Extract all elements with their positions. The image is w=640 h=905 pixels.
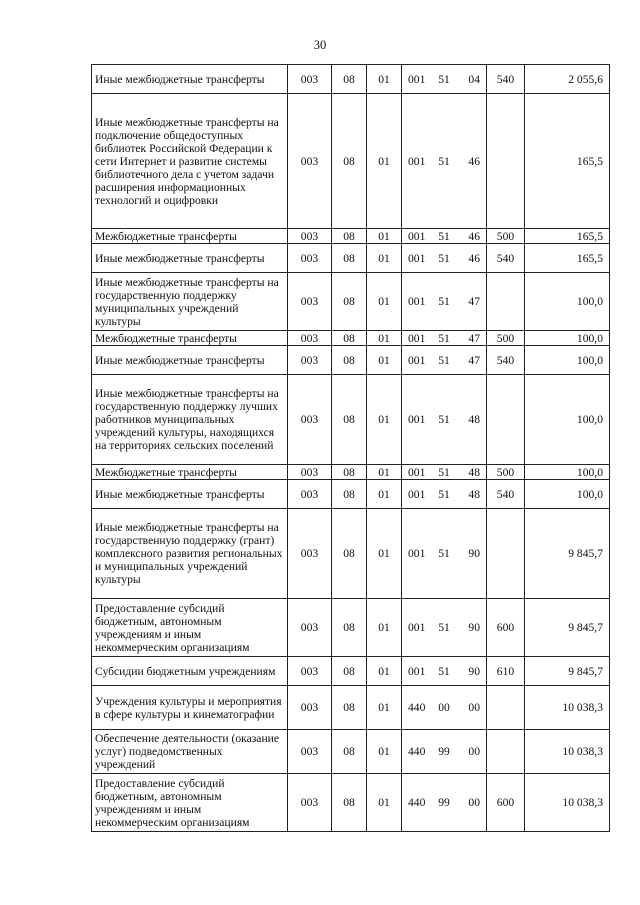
row-expense-type: 600 bbox=[487, 774, 525, 832]
row-subsection-code: 01 bbox=[367, 774, 402, 832]
row-expense-type: 500 bbox=[487, 465, 525, 480]
table-row bbox=[92, 480, 610, 509]
row-target-code-part1: 001 bbox=[402, 657, 432, 686]
row-name: Иные межбюджетные трансферты на государственную поддержку лучших работников муниципальных учреждений культуры, находящихся на территориях сельских поселений bbox=[92, 375, 288, 465]
row-target-code-part3: 00 bbox=[457, 730, 487, 774]
budget-table bbox=[91, 64, 610, 832]
row-target-code-part2: 51 bbox=[432, 480, 457, 509]
row-target-code-part1: 001 bbox=[402, 599, 432, 657]
row-expense-type: 500 bbox=[487, 331, 525, 346]
row-target-code-part3: 04 bbox=[457, 65, 487, 94]
row-section-code: 08 bbox=[332, 686, 367, 730]
row-amount: 165,5 bbox=[525, 94, 610, 229]
row-admin-code: 003 bbox=[288, 657, 332, 686]
row-subsection-code: 01 bbox=[367, 465, 402, 480]
row-target-code-part1: 001 bbox=[402, 229, 432, 244]
row-target-code-part1: 001 bbox=[402, 273, 432, 331]
row-admin-code: 003 bbox=[288, 465, 332, 480]
row-expense-type bbox=[487, 509, 525, 599]
row-expense-type bbox=[487, 375, 525, 465]
row-amount: 100,0 bbox=[525, 346, 610, 375]
row-target-code-part3: 00 bbox=[457, 686, 487, 730]
row-section-code: 08 bbox=[332, 273, 367, 331]
row-subsection-code: 01 bbox=[367, 730, 402, 774]
table-row bbox=[92, 244, 610, 273]
row-expense-type bbox=[487, 686, 525, 730]
row-target-code-part3: 47 bbox=[457, 273, 487, 331]
row-target-code-part3: 90 bbox=[457, 657, 487, 686]
row-subsection-code: 01 bbox=[367, 599, 402, 657]
row-expense-type: 610 bbox=[487, 657, 525, 686]
row-name: Межбюджетные трансферты bbox=[92, 229, 288, 244]
table-row bbox=[92, 331, 610, 346]
row-target-code-part3: 47 bbox=[457, 331, 487, 346]
row-target-code-part2: 51 bbox=[432, 599, 457, 657]
row-target-code-part1: 001 bbox=[402, 244, 432, 273]
row-name: Иные межбюджетные трансферты bbox=[92, 346, 288, 375]
row-amount: 10 038,3 bbox=[525, 774, 610, 832]
row-target-code-part3: 90 bbox=[457, 599, 487, 657]
row-admin-code: 003 bbox=[288, 65, 332, 94]
row-target-code-part2: 51 bbox=[432, 375, 457, 465]
table-body bbox=[92, 65, 610, 832]
row-amount: 100,0 bbox=[525, 465, 610, 480]
table-row bbox=[92, 465, 610, 480]
row-target-code-part1: 440 bbox=[402, 686, 432, 730]
row-amount: 100,0 bbox=[525, 375, 610, 465]
row-target-code-part3: 00 bbox=[457, 774, 487, 832]
table-row bbox=[92, 375, 610, 465]
row-target-code-part2: 51 bbox=[432, 94, 457, 229]
row-amount: 100,0 bbox=[525, 331, 610, 346]
row-name: Иные межбюджетные трансферты на государственную поддержку (грант) комплексного развития региональных и муниципальных учреждений культуры bbox=[92, 509, 288, 599]
row-expense-type: 540 bbox=[487, 480, 525, 509]
row-target-code-part2: 51 bbox=[432, 244, 457, 273]
table-row bbox=[92, 686, 610, 730]
row-admin-code: 003 bbox=[288, 94, 332, 229]
row-admin-code: 003 bbox=[288, 273, 332, 331]
row-target-code-part1: 001 bbox=[402, 465, 432, 480]
row-subsection-code: 01 bbox=[367, 686, 402, 730]
row-expense-type bbox=[487, 273, 525, 331]
row-name: Иные межбюджетные трансферты на государственную поддержку муниципальных учреждений культуры bbox=[92, 273, 288, 331]
row-section-code: 08 bbox=[332, 599, 367, 657]
row-name: Иные межбюджетные трансферты bbox=[92, 244, 288, 273]
table-row bbox=[92, 65, 610, 94]
row-amount: 10 038,3 bbox=[525, 686, 610, 730]
row-admin-code: 003 bbox=[288, 686, 332, 730]
row-target-code-part2: 51 bbox=[432, 273, 457, 331]
row-target-code-part2: 51 bbox=[432, 346, 457, 375]
row-subsection-code: 01 bbox=[367, 244, 402, 273]
row-name: Предоставление субсидий бюджетным, автономным учреждениям и иным некоммерческим организациям bbox=[92, 599, 288, 657]
row-target-code-part2: 51 bbox=[432, 509, 457, 599]
row-target-code-part1: 001 bbox=[402, 509, 432, 599]
table-row bbox=[92, 94, 610, 229]
row-amount: 9 845,7 bbox=[525, 657, 610, 686]
row-target-code-part2: 51 bbox=[432, 465, 457, 480]
row-target-code-part3: 46 bbox=[457, 229, 487, 244]
row-subsection-code: 01 bbox=[367, 65, 402, 94]
row-amount: 100,0 bbox=[525, 273, 610, 331]
row-target-code-part2: 99 bbox=[432, 730, 457, 774]
row-subsection-code: 01 bbox=[367, 346, 402, 375]
row-target-code-part1: 001 bbox=[402, 375, 432, 465]
table-row bbox=[92, 509, 610, 599]
row-target-code-part2: 51 bbox=[432, 331, 457, 346]
row-admin-code: 003 bbox=[288, 480, 332, 509]
row-target-code-part1: 001 bbox=[402, 480, 432, 509]
row-name: Обеспечение деятельности (оказание услуг) подведомственных учреждений bbox=[92, 730, 288, 774]
row-admin-code: 003 bbox=[288, 229, 332, 244]
table-row bbox=[92, 774, 610, 832]
row-amount: 10 038,3 bbox=[525, 730, 610, 774]
row-expense-type: 600 bbox=[487, 599, 525, 657]
row-admin-code: 003 bbox=[288, 346, 332, 375]
row-target-code-part3: 48 bbox=[457, 465, 487, 480]
row-target-code-part2: 99 bbox=[432, 774, 457, 832]
row-target-code-part1: 001 bbox=[402, 331, 432, 346]
row-name: Иные межбюджетные трансферты bbox=[92, 480, 288, 509]
row-target-code-part2: 51 bbox=[432, 229, 457, 244]
row-admin-code: 003 bbox=[288, 331, 332, 346]
row-target-code-part3: 46 bbox=[457, 94, 487, 229]
row-amount: 165,5 bbox=[525, 244, 610, 273]
row-target-code-part3: 48 bbox=[457, 375, 487, 465]
row-section-code: 08 bbox=[332, 94, 367, 229]
row-target-code-part1: 440 bbox=[402, 774, 432, 832]
row-amount: 9 845,7 bbox=[525, 509, 610, 599]
row-section-code: 08 bbox=[332, 465, 367, 480]
row-section-code: 08 bbox=[332, 509, 367, 599]
row-admin-code: 003 bbox=[288, 599, 332, 657]
row-subsection-code: 01 bbox=[367, 229, 402, 244]
row-subsection-code: 01 bbox=[367, 273, 402, 331]
row-admin-code: 003 bbox=[288, 509, 332, 599]
row-expense-type bbox=[487, 94, 525, 229]
row-expense-type: 500 bbox=[487, 229, 525, 244]
row-target-code-part2: 00 bbox=[432, 686, 457, 730]
table-row bbox=[92, 229, 610, 244]
row-name: Иные межбюджетные трансферты bbox=[92, 65, 288, 94]
row-section-code: 08 bbox=[332, 480, 367, 509]
row-admin-code: 003 bbox=[288, 375, 332, 465]
row-expense-type bbox=[487, 730, 525, 774]
table-row bbox=[92, 657, 610, 686]
table-row bbox=[92, 730, 610, 774]
page-number: 30 bbox=[313, 38, 327, 52]
row-expense-type: 540 bbox=[487, 65, 525, 94]
row-name: Межбюджетные трансферты bbox=[92, 465, 288, 480]
row-section-code: 08 bbox=[332, 229, 367, 244]
row-subsection-code: 01 bbox=[367, 657, 402, 686]
row-target-code-part3: 90 bbox=[457, 509, 487, 599]
row-name: Субсидии бюджетным учреждениям bbox=[92, 657, 288, 686]
row-section-code: 08 bbox=[332, 730, 367, 774]
row-expense-type: 540 bbox=[487, 244, 525, 273]
row-section-code: 08 bbox=[332, 375, 367, 465]
row-target-code-part3: 47 bbox=[457, 346, 487, 375]
row-amount: 100,0 bbox=[525, 480, 610, 509]
table-row bbox=[92, 346, 610, 375]
row-target-code-part1: 001 bbox=[402, 65, 432, 94]
row-target-code-part2: 51 bbox=[432, 657, 457, 686]
row-amount: 165,5 bbox=[525, 229, 610, 244]
row-amount: 9 845,7 bbox=[525, 599, 610, 657]
table-row bbox=[92, 273, 610, 331]
row-subsection-code: 01 bbox=[367, 375, 402, 465]
row-admin-code: 003 bbox=[288, 774, 332, 832]
row-target-code-part2: 51 bbox=[432, 65, 457, 94]
row-section-code: 08 bbox=[332, 657, 367, 686]
row-subsection-code: 01 bbox=[367, 480, 402, 509]
row-expense-type: 540 bbox=[487, 346, 525, 375]
row-name: Учреждения культуры и мероприятия в сфере культуры и кинематографии bbox=[92, 686, 288, 730]
row-admin-code: 003 bbox=[288, 730, 332, 774]
row-name: Иные межбюджетные трансферты на подключение общедоступных библиотек Российской Федерации к сети Интернет и развитие системы библиотечного дела с учетом задачи расширения информационных технологий и оцифровки bbox=[92, 94, 288, 229]
row-target-code-part3: 48 bbox=[457, 480, 487, 509]
row-name: Межбюджетные трансферты bbox=[92, 331, 288, 346]
table-row bbox=[92, 599, 610, 657]
row-target-code-part3: 46 bbox=[457, 244, 487, 273]
row-target-code-part1: 001 bbox=[402, 94, 432, 229]
row-section-code: 08 bbox=[332, 65, 367, 94]
row-subsection-code: 01 bbox=[367, 331, 402, 346]
row-target-code-part1: 001 bbox=[402, 346, 432, 375]
row-section-code: 08 bbox=[332, 331, 367, 346]
row-amount: 2 055,6 bbox=[525, 65, 610, 94]
row-name: Предоставление субсидий бюджетным, автономным учреждениям и иным некоммерческим организациям bbox=[92, 774, 288, 832]
row-section-code: 08 bbox=[332, 774, 367, 832]
row-subsection-code: 01 bbox=[367, 94, 402, 229]
row-section-code: 08 bbox=[332, 244, 367, 273]
row-section-code: 08 bbox=[332, 346, 367, 375]
row-admin-code: 003 bbox=[288, 244, 332, 273]
row-target-code-part1: 440 bbox=[402, 730, 432, 774]
row-subsection-code: 01 bbox=[367, 509, 402, 599]
